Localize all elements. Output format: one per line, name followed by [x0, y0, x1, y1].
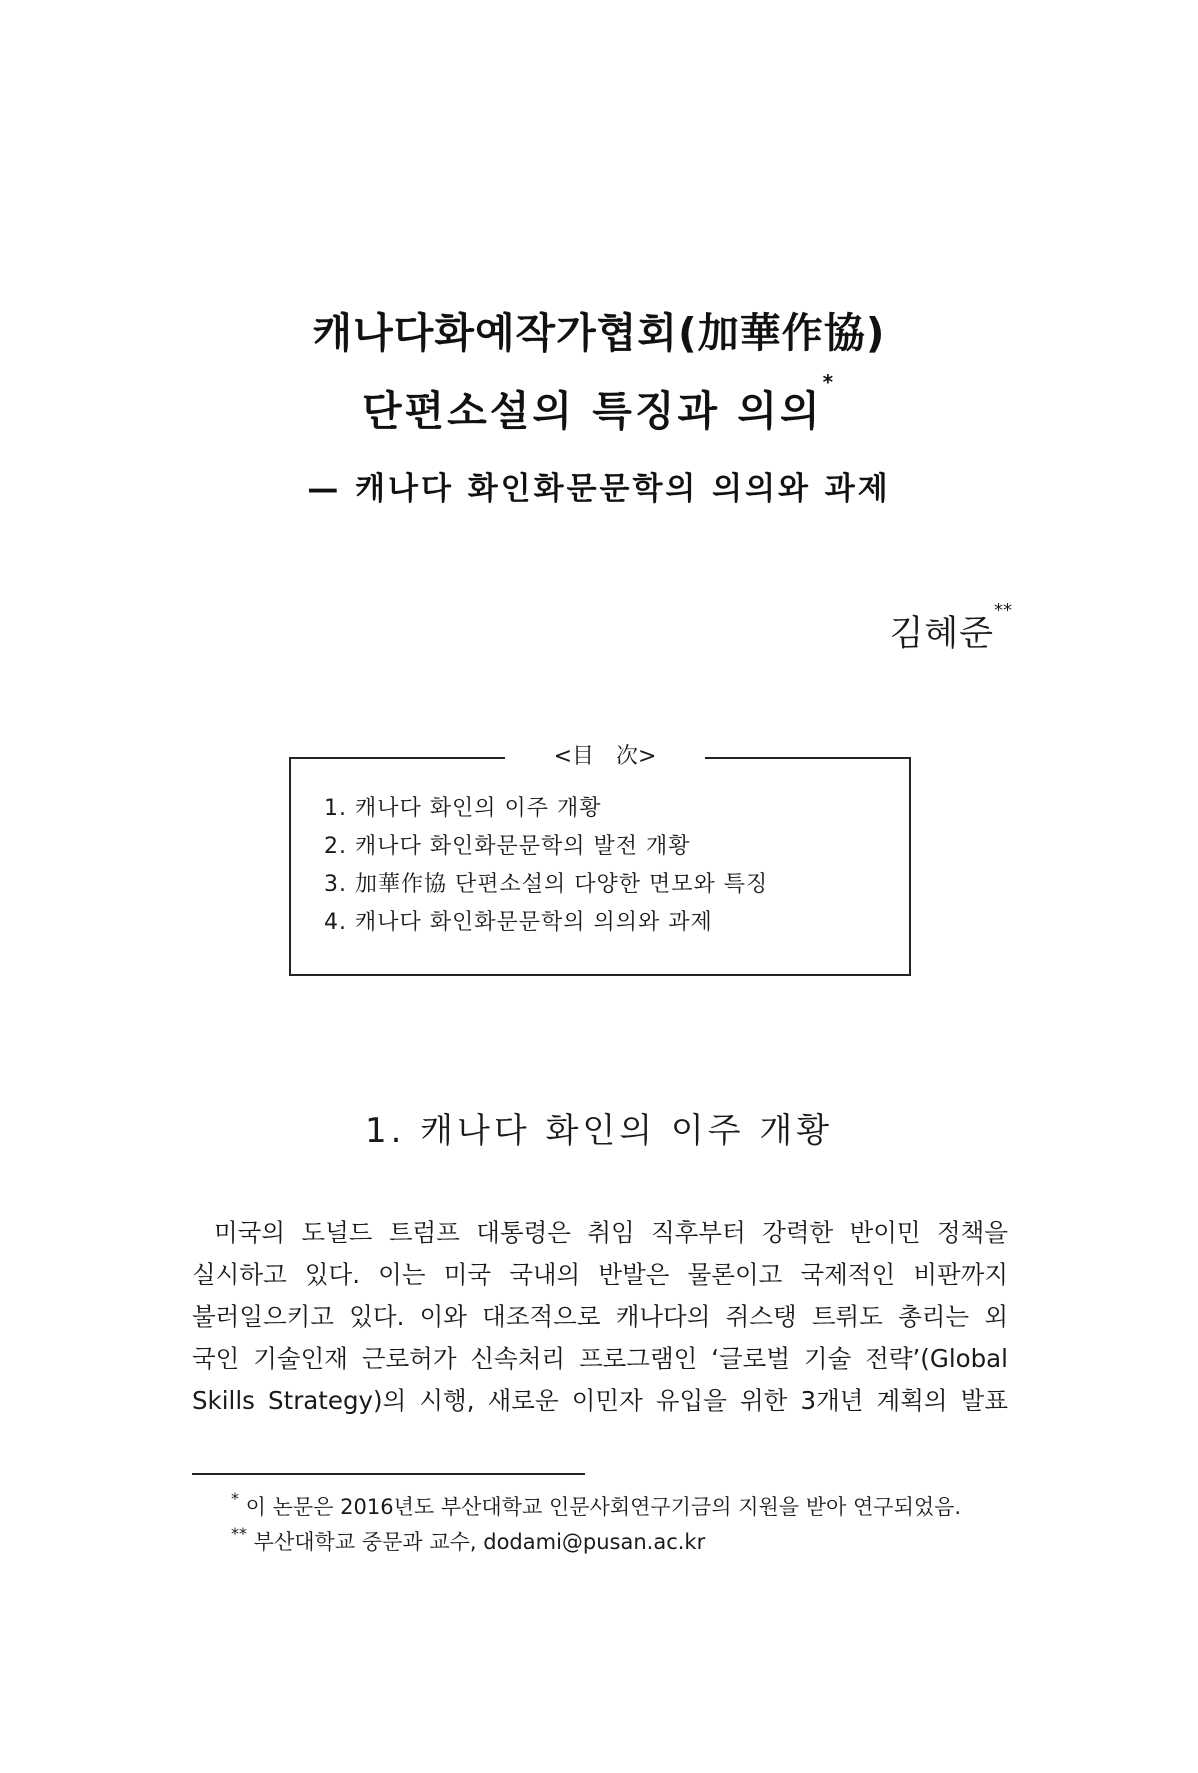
- toc-item-4: 4. 캐나다 화인화문문학의 의의와 과제: [324, 910, 713, 935]
- author-name-text: 김혜준: [889, 614, 994, 654]
- footnote-divider: [192, 1473, 585, 1475]
- toc-item-2: 2. 캐나다 화인화문문학의 발전 개황: [324, 834, 691, 859]
- title-footnote-mark: *: [822, 370, 837, 394]
- toc-item-3: 3. 加華作協 단편소설의 다양한 면모와 특징: [324, 872, 769, 897]
- footnote-2-text: 부산대학교 중문과 교수, dodami@pusan.ac.kr: [247, 1530, 706, 1554]
- footnote-1: [231, 1491, 961, 1521]
- toc-item-1: 1. 캐나다 화인의 이주 개황: [324, 796, 602, 821]
- table-of-contents-heading: <目 次>: [505, 739, 705, 769]
- footnote-2: [231, 1526, 705, 1556]
- paper-subtitle: — 캐나다 화인화문문학의 의의와 과제: [307, 471, 891, 507]
- body-text-line: 미국의 도널드 트럼프 대통령은 취임 직후부터 강력한 반이민 정책을: [214, 1218, 1008, 1247]
- paper-title-line-2: [0, 370, 1198, 437]
- paper-title-line-2-text: 단편소설의 특징과 의의: [361, 387, 823, 435]
- author-footnote-mark: **: [994, 600, 1012, 621]
- footnote-1-mark: *: [231, 1489, 239, 1508]
- footnote-1-text: 이 논문은 2016년도 부산대학교 인문사회연구기금의 지원을 받아 연구되었음.: [239, 1495, 962, 1519]
- body-text-line: 실시하고 있다. 이는 미국 국내의 반발은 물론이고 국제적인 비판까지: [192, 1260, 1008, 1289]
- paper-title-line-1: 캐나다화예작가협회(加華作協): [312, 309, 886, 357]
- body-text-line: Skills Strategy)의 시행, 새로운 이민자 유입을 위한 3개년 계획의 발표: [192, 1386, 1008, 1415]
- body-text-line: 불러일으키고 있다. 이와 대조적으로 캐나다의 쥐스탱 트뤼도 총리는 외: [192, 1302, 1008, 1331]
- footnote-2-mark: **: [231, 1524, 247, 1543]
- section-heading: 1. 캐나다 화인의 이주 개황: [364, 1111, 834, 1151]
- body-text-line: 국인 기술인재 근로허가 신속처리 프로그램인 ‘글로벌 기술 전략’(Global: [192, 1344, 1008, 1373]
- author-name: [889, 600, 1012, 656]
